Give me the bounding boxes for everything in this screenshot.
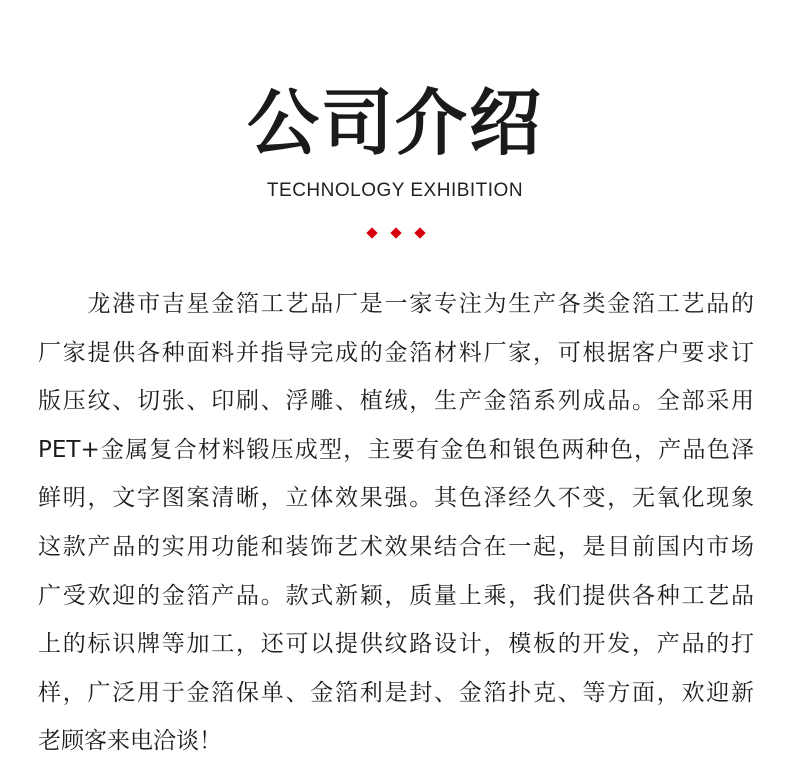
page-title: 公司介绍 [246, 81, 543, 165]
diamond-icon [390, 227, 401, 238]
paragraph-line: 鲜明，文字图案清晰，立体效果强。其色泽经久不变，无氧化现象 [38, 485, 754, 512]
paragraph-line: 龙港市吉星金箔工艺品厂是一家专注为生产各类金箔工艺品的 [38, 291, 754, 317]
page-subtitle: TECHNOLOGY EXHIBITION [266, 180, 524, 201]
decorative-divider [368, 227, 424, 239]
paragraph-line: 版压纹、切张、印刷、浮雕、植绒，生产金箔系列成品。全部采用 [38, 388, 754, 415]
diamond-icon [414, 227, 425, 238]
paragraph-line: 厂家提供各种面料并指导完成的金箔材料厂家，可根据客户要求订 [38, 339, 754, 366]
paragraph-line: PET+金属复合材料锻压成型，主要有金色和银色两种色，产品色泽 [38, 436, 754, 463]
paragraph-line: 样，广泛用于金箔保单、金箔利是封、金箔扑克、等方面，欢迎新 [38, 679, 754, 706]
diamond-icon [366, 227, 377, 238]
paragraph-line: 广受欢迎的金箔产品。款式新颖，质量上乘，我们提供各种工艺品 [38, 582, 754, 609]
paragraph-line: 老顾客来电洽谈！ [38, 728, 222, 755]
company-description [38, 280, 754, 766]
paragraph-line: 这款产品的实用功能和装饰艺术效果结合在一起，是目前国内市场 [38, 533, 754, 560]
paragraph-line: 上的标识牌等加工，还可以提供纹路设计，模板的开发，产品的打 [38, 631, 754, 658]
